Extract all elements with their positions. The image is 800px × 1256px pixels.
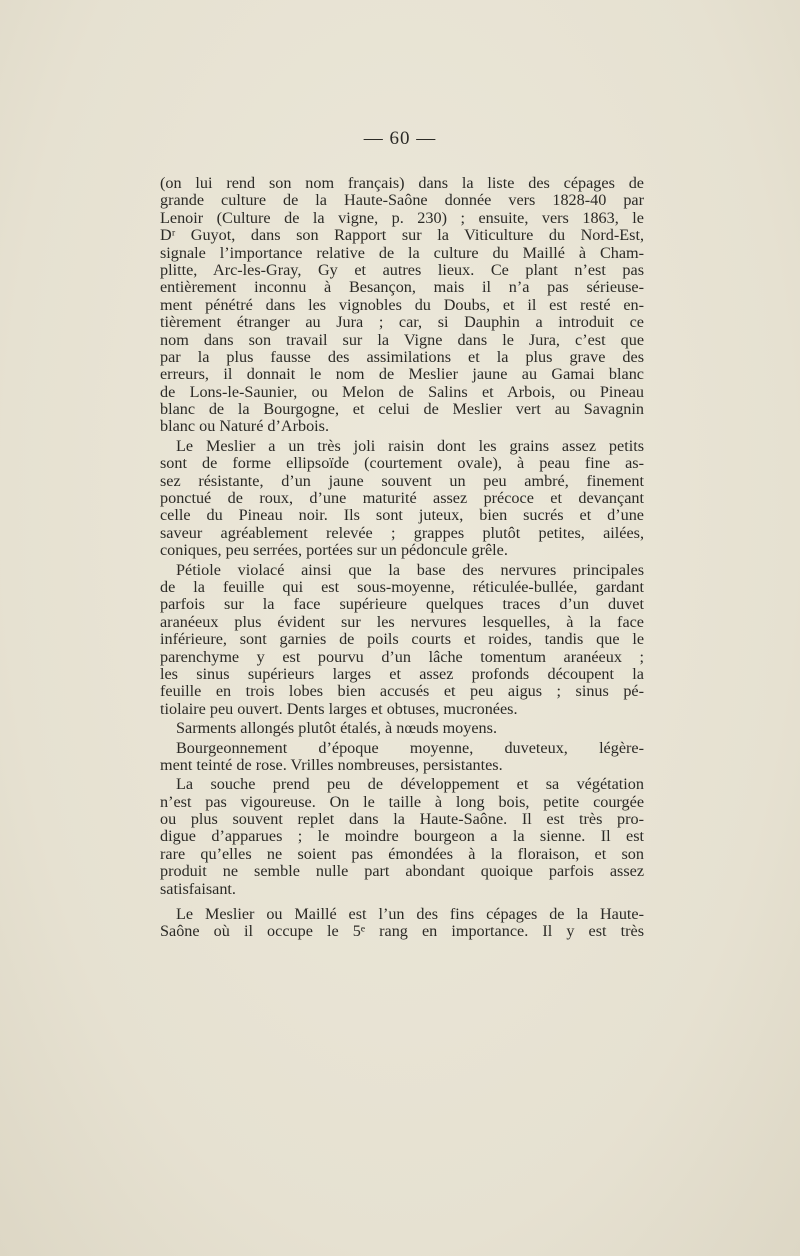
text-line: celle du Pineau noir. Ils sont juteux, bien sucrés et d’une	[160, 506, 644, 525]
text-line: ponctué de roux, d’une maturité assez précoce et devançant	[160, 489, 644, 508]
text-line: rare qu’elles ne soient pas émondées à la floraison, et son	[160, 844, 644, 863]
text-line: entièrement inconnu à Besançon, mais il n’a pas sérieuse-	[160, 278, 644, 297]
text-line: parfois sur la face supérieure quelques traces d’un duvet	[160, 595, 644, 614]
text-line: feuille en trois lobes bien accusés et peu aigus ; sinus pé-	[160, 682, 644, 701]
text-line: tiolaire peu ouvert. Dents larges et obtuses, mucronées.	[160, 699, 518, 718]
text-line: inférieure, sont garnies de poils courts et roides, tandis que le	[160, 630, 644, 649]
text-line: La souche prend peu de développement et sa végétation	[176, 775, 644, 794]
text-line: n’est pas vigoureuse. On le taille à long bois, petite courgée	[160, 792, 644, 811]
text-line: Pétiole violacé ainsi que la base des nervures principales	[176, 560, 644, 579]
paragraph-1	[160, 175, 644, 436]
text-line: coniques, peu serrées, portées sur un pédoncule grêle.	[160, 541, 508, 560]
paragraph-3	[160, 562, 644, 719]
text-line: blanc ou Naturé d’Arbois.	[160, 417, 330, 436]
text-line: Lenoir (Culture de la vigne, p. 230) ; ensuite, vers 1863, le	[160, 208, 644, 227]
paragraph-5	[160, 740, 644, 775]
text-line: ou plus souvent replet dans la Haute-Saône. Il est très pro-	[160, 810, 644, 829]
text-line: ment pénétré dans les vignobles du Doubs, et il est resté en-	[160, 295, 644, 314]
text-line: tièrement étranger au Jura ; car, si Dauphin a introduit ce	[160, 313, 644, 332]
text-line: (on lui rend son nom français) dans la liste des cépages de	[160, 174, 644, 192]
text-line: Sarments allongés plutôt étalés, à nœuds moyens.	[176, 719, 497, 738]
text-line: Bourgeonnement d’époque moyenne, duveteux, légère-	[176, 738, 644, 757]
text-line: aranéeux plus évident sur les nervures lesquelles, à la face	[160, 612, 644, 631]
text-line: Le Meslier a un très joli raisin dont les grains assez petits	[176, 436, 644, 455]
text-line: plitte, Arc-les-Gray, Gy et autres lieux. Ce plant n’est pas	[160, 260, 644, 279]
text-line: digue d’apparues ; le moindre bourgeon a la sienne. Il est	[160, 827, 644, 846]
text-line: produit ne semble nulle part abondant quoique parfois assez	[160, 862, 644, 881]
text-line: ment teinté de rose. Vrilles nombreuses, persistantes.	[160, 755, 503, 774]
text-line: les sinus supérieurs larges et assez profonds découpent la	[160, 664, 644, 683]
body-text	[160, 175, 644, 943]
text-line: signale l’importance relative de la culture du Maillé à Cham-	[160, 243, 644, 262]
text-line: nom dans son travail sur la Vigne dans le Jura, c’est que	[160, 330, 644, 349]
paragraph-7	[160, 906, 644, 941]
text-line: sont de forme ellipsoïde (courtement ovale), à peau fine as-	[160, 454, 644, 473]
text-line: blanc de la Bourgogne, et celui de Meslier vert au Savagnin	[160, 400, 644, 419]
text-line: de la feuille qui est sous-moyenne, réticulée-bullée, gardant	[160, 577, 644, 596]
text-line: grande culture de la Haute-Saône donnée vers 1828-40 par	[160, 191, 644, 210]
text-line: sez résistante, d’un jaune souvent un peu ambré, finement	[160, 471, 644, 490]
text-line: Saône où il occupe le 5ᵉ rang en importance. Il y est très	[160, 922, 644, 941]
paragraph-4	[160, 720, 644, 737]
text-line: par la plus fausse des assimilations et la plus grave des	[160, 347, 644, 366]
page-number: — 60 —	[363, 128, 437, 149]
text-line: saveur agréablement relevée ; grappes plutôt petites, ailées,	[160, 523, 644, 542]
text-line: parenchyme y est pourvu d’un lâche tomentum aranéeux ;	[160, 647, 644, 666]
text-line: satisfaisant.	[160, 879, 236, 898]
text-line: Dʳ Guyot, dans son Rapport sur la Viticulture du Nord-Est,	[160, 226, 644, 245]
text-line: de Lons-le-Saunier, ou Melon de Salins et Arbois, ou Pineau	[160, 382, 644, 401]
paragraph-2	[160, 438, 644, 560]
text-line: Le Meslier ou Maillé est l’un des fins cépages de la Haute-	[176, 905, 644, 924]
text-line: erreurs, il donnait le nom de Meslier jaune au Gamai blanc	[160, 365, 644, 384]
paragraph-6	[160, 776, 644, 898]
